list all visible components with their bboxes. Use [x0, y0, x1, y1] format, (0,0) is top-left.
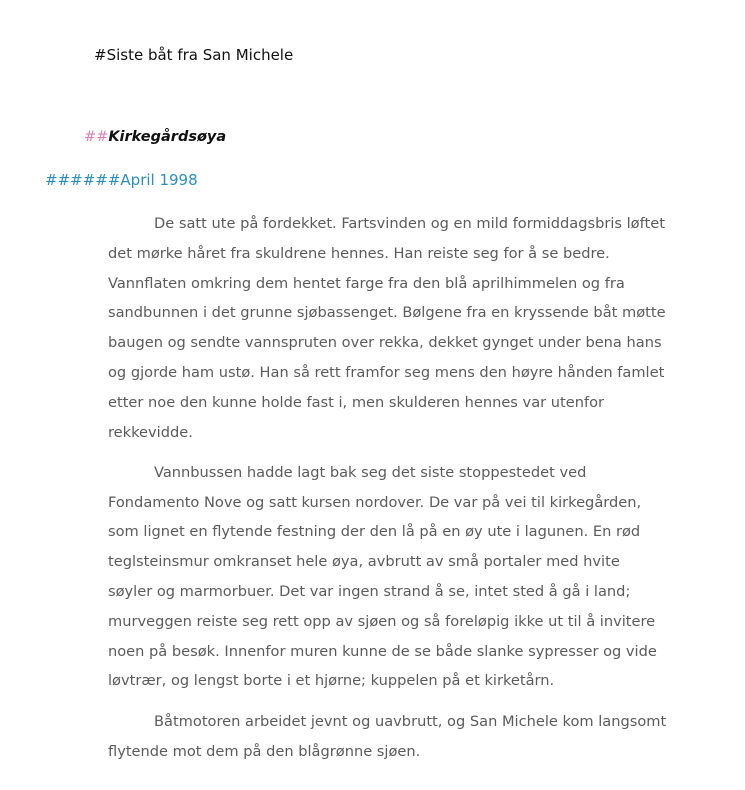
section-heading-text: Kirkegårdsøya — [108, 129, 227, 145]
document-title: #Siste båt fra San Michele — [94, 46, 294, 64]
paragraph: De satt ute på fordekket. Fartsvinden og en mild formiddagsbris løftet det mørke håret fra skuldrene hennes. Han reiste seg for å se bedre. Vannflaten omkring dem hentet farge fra den blå aprilhimmelen og fra sandbunnen i det grunne sjøbassenget. Bølgene fra en kryssende båt møtte baugen og sendte vannspruten over rekka, dekket gynget under bena hans og gjorde ham ustø. Han så rett framfor seg mens den høyre hånden famlet etter noe den kunne holde fast i, men skulderen hennes var utenfor rekkevidde. — [108, 215, 666, 441]
date-subheading: ######April 1998 — [45, 171, 198, 189]
paragraph: Båtmotoren arbeidet jevnt og uavbrutt, og San Michele kom langsomt flytende mot dem på den blågrønne sjøen. — [108, 712, 667, 760]
heading-marker: ## — [84, 129, 109, 145]
body-text — [108, 209, 668, 777]
paragraph: Vannbussen hadde lagt bak seg det siste stoppestedet ved Fondamento Nove og satt kursen nordover. De var på vei til kirkegården, som lignet en flytende festning der den lå på en øy ute i lagunen. En rød teglsteinsmur omkranset hele øya, avbrutt av små portaler med hvite søyler og marmorbuer. Det var ingen strand å se, intet sted å gå i land; murveggen reiste seg rett opp av sjøen og så foreløpig ikke ut til å invitere noen på besøk. Innenfor muren kunne de se både slanke sypresser og vide løvtrær, og lengst borte i et hjørne; kuppelen på et kirketårn. — [108, 463, 657, 690]
section-heading — [84, 129, 226, 145]
